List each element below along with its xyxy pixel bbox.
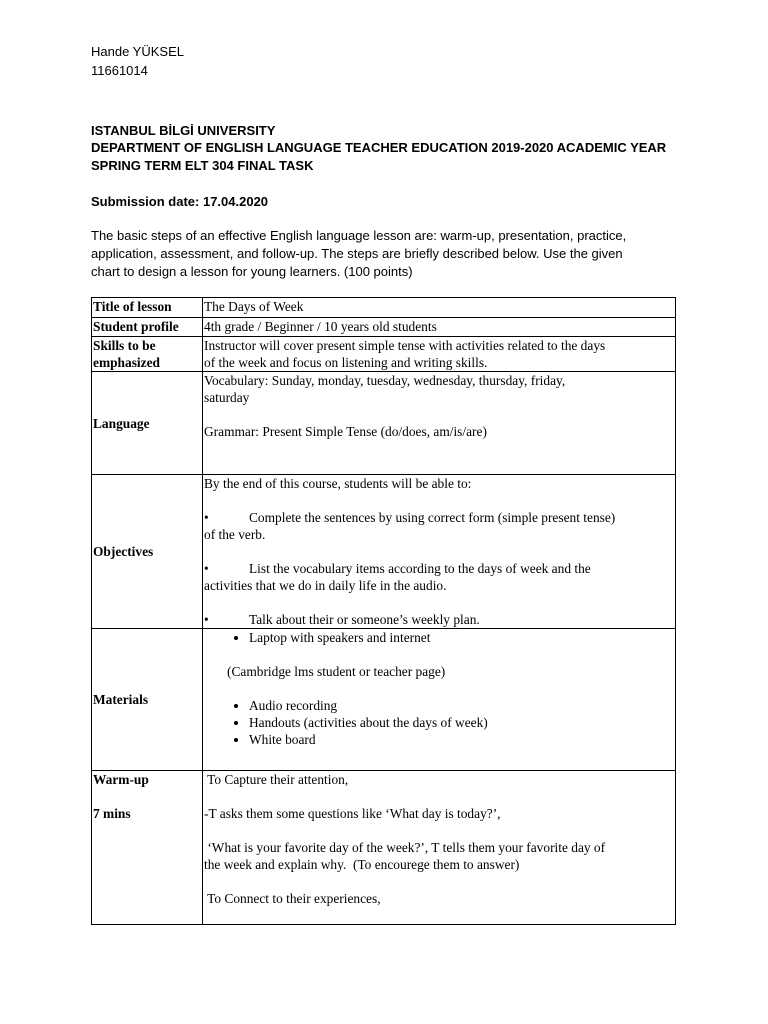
bullet-icon: • — [204, 561, 209, 576]
language-label: Language — [92, 372, 203, 475]
material-item: • Audio recording — [249, 697, 674, 714]
vocabulary-line-2: saturday — [204, 390, 250, 405]
row-profile — [92, 318, 676, 337]
row-skills — [92, 337, 676, 372]
objective-2-text-b: activities that we do in daily life in the audio. — [204, 578, 447, 593]
warmup-line-2: -T asks them some questions like ‘What day is today?’, — [204, 806, 501, 821]
materials-list-1 — [204, 629, 674, 646]
objectives-value — [203, 475, 676, 629]
materials-list-2 — [204, 697, 674, 748]
objective-1-text-b: of the verb. — [204, 527, 266, 542]
material-item: • Handouts (activities about the days of week) — [249, 714, 674, 731]
warmup-value — [203, 771, 676, 925]
materials-value — [203, 629, 676, 771]
university-name: ISTANBUL BİLGİ UNIVERSITY — [91, 123, 276, 138]
warmup-line-4: To Connect to their experiences, — [204, 891, 381, 906]
skills-value — [203, 337, 676, 372]
warmup-title: Warm-up — [93, 772, 149, 787]
objectives-intro: By the end of this course, students will be able to: — [204, 476, 472, 491]
row-language — [92, 372, 676, 475]
objective-1-text-a: Complete the sentences by using correct form (simple present tense) — [249, 510, 616, 525]
profile-value: 4th grade / Beginner / 10 years old students — [203, 318, 676, 337]
skills-label-line-1: Skills to be — [93, 338, 156, 353]
author-name: Hande YÜKSEL — [91, 44, 184, 59]
materials-note: (Cambridge lms student or teacher page) — [227, 664, 446, 679]
lesson-plan-table — [91, 297, 676, 925]
material-item: • White board — [249, 731, 674, 748]
materials-label: Materials — [92, 629, 203, 771]
objective-item-1 — [204, 509, 674, 526]
student-id: 11661014 — [91, 63, 148, 78]
objective-2-text-a: List the vocabulary items according to the days of week and the — [249, 561, 591, 576]
row-title — [92, 298, 676, 318]
bullet-icon: • — [204, 612, 209, 627]
intro-line-1: The basic steps of an effective English language lesson are: warm-up, presentation, practice, — [91, 228, 627, 243]
skills-line-2: of the week and focus on listening and writing skills. — [204, 355, 488, 370]
material-item: • Laptop with speakers and internet — [249, 629, 674, 646]
warmup-label — [92, 771, 203, 925]
title-label: Title of lesson — [92, 298, 203, 318]
intro-line-2: application, assessment, and follow-up. The steps are briefly described below. Use the given — [91, 246, 623, 261]
row-objectives — [92, 475, 676, 629]
warmup-line-3a: ‘What is your favorite day of the week?’, T tells them your favorite day of — [204, 840, 606, 855]
profile-label: Student profile — [92, 318, 203, 337]
row-warmup — [92, 771, 676, 925]
warmup-line-1: To Capture their attention, — [204, 772, 349, 787]
warmup-time: 7 mins — [93, 806, 131, 821]
objective-item-3 — [204, 611, 674, 628]
submission-date: Submission date: 17.04.2020 — [91, 194, 269, 209]
skills-line-1: Instructor will cover present simple tense with activities related to the days — [204, 338, 606, 353]
skills-label-line-2: emphasized — [93, 355, 160, 370]
bullet-icon: • — [204, 510, 209, 525]
objective-item-2 — [204, 560, 674, 577]
vocabulary-line-1: Vocabulary: Sunday, monday, tuesday, wednesday, thursday, friday, — [204, 373, 566, 388]
term-title: SPRING TERM ELT 304 FINAL TASK — [91, 158, 314, 173]
skills-label — [92, 337, 203, 372]
warmup-line-3b: the week and explain why. (To encourege them to answer) — [204, 857, 520, 872]
intro-line-3: chart to design a lesson for young learners. (100 points) — [91, 264, 413, 279]
title-value: The Days of Week — [203, 298, 676, 318]
objective-3-text: Talk about their or someone’s weekly plan. — [249, 612, 480, 627]
objectives-label: Objectives — [92, 475, 203, 629]
department-name: DEPARTMENT OF ENGLISH LANGUAGE TEACHER EDUCATION 2019-2020 ACADEMIC YEAR — [91, 140, 667, 155]
grammar-line: Grammar: Present Simple Tense (do/does, am/is/are) — [204, 424, 487, 439]
row-materials — [92, 629, 676, 771]
language-value — [203, 372, 676, 475]
